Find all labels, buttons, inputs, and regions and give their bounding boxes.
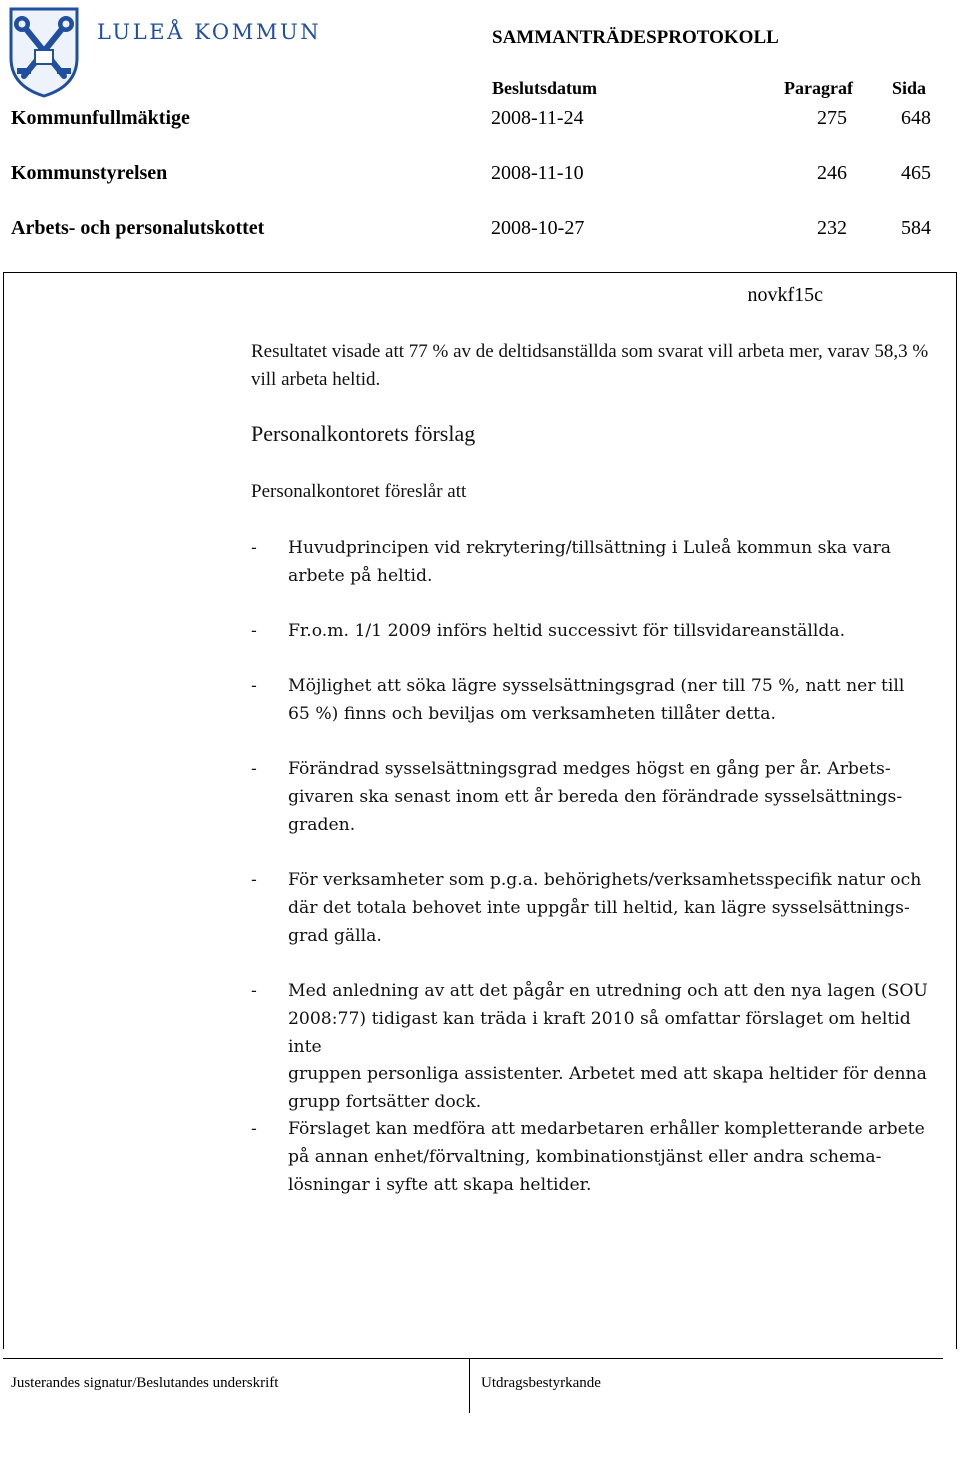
footer-separator <box>469 1358 470 1413</box>
decision-date: 2008-10-27 <box>491 217 585 239</box>
section-heading: Personalkontorets förslag <box>251 421 476 446</box>
column-header-page: Sida <box>892 78 927 98</box>
paragraph-number: 232 <box>817 217 847 239</box>
bullet-text: Huvudprincipen vid rekrytering/tillsättning i Luleå kommun ska vara arbete på heltid. <box>288 538 892 586</box>
page-number: 465 <box>901 162 931 184</box>
header-row <box>0 162 960 192</box>
decision-date: 2008-11-24 <box>491 107 584 129</box>
paragraph-number: 275 <box>817 107 847 129</box>
municipality-name: LULEÅ KOMMUN <box>97 20 322 44</box>
bullet-text: Fr.o.m. 1/1 2009 införs heltid successivt för tillsvidareanställda. <box>288 621 846 641</box>
header-row <box>0 217 960 247</box>
bullet-text: Förslaget kan medföra att medarbetaren erhåller kompletterande arbete på annan enhet/förvaltning, kombinationstjänst eller andra schema- lösningar i syfte att skapa heltider. <box>288 1119 925 1195</box>
column-header-paragraph: Paragraf <box>784 78 853 98</box>
bullet-dash: - <box>251 538 257 558</box>
header-row <box>0 107 960 137</box>
bullet-dash: - <box>251 870 257 890</box>
result-paragraph: Resultatet visade att 77 % av de deltidsanställda som svarat vill arbeta mer, varav 58,3 % vill arbeta heltid. <box>251 341 929 390</box>
bullet-text: Med anledning av att det pågår en utredning och att den nya lagen (SOU 2008:77) tidigast kan träda i kraft 2010 så omfattar förslaget om heltid inte gruppen personliga assistenter. Arbetet med att skapa heltider för denna grupp fortsätter dock. <box>288 981 928 1113</box>
bullet-dash: - <box>251 981 257 1001</box>
certification-label: Utdragsbestyrkande <box>481 1375 601 1391</box>
reference-code: novkf15c <box>747 284 823 306</box>
page-number: 584 <box>901 217 931 239</box>
signature-label: Justerandes signatur/Beslutandes underskrift <box>11 1375 279 1391</box>
page-number: 648 <box>901 107 931 129</box>
paragraph-number: 246 <box>817 162 847 184</box>
bullet-text: Möjlighet att söka lägre sysselsättningsgrad (ner till 75 %, natt ner till 65 %) finns och beviljas om verksamheten tillåter detta. <box>288 676 905 724</box>
organ-name: Kommunstyrelsen <box>11 162 168 184</box>
bullet-dash: - <box>251 621 257 641</box>
coat-of-arms-logo-icon <box>8 6 80 98</box>
bullet-dash: - <box>251 1119 257 1139</box>
organ-name: Arbets- och personalutskottet <box>11 217 265 239</box>
proposal-intro: Personalkontoret föreslår att <box>251 481 467 502</box>
footer-divider <box>3 1358 943 1359</box>
bullet-dash: - <box>251 676 257 696</box>
decision-date: 2008-11-10 <box>491 162 584 184</box>
bullet-text: För verksamheter som p.g.a. behörighets/verksamhetsspecifik natur och där det totala behovet inte uppgår till heltid, kan lägre sysselsättnings- grad gälla. <box>288 870 922 946</box>
bullet-text: Förändrad sysselsättningsgrad medges högst en gång per år. Arbets- givaren ska senast inom ett år bereda den förändrade sysselsättnings- graden. <box>288 759 903 835</box>
document-type: SAMMANTRÄDESPROTOKOLL <box>492 27 779 48</box>
organ-name: Kommunfullmäktige <box>11 107 190 129</box>
bullet-dash: - <box>251 759 257 779</box>
column-header-date: Beslutsdatum <box>492 78 598 98</box>
